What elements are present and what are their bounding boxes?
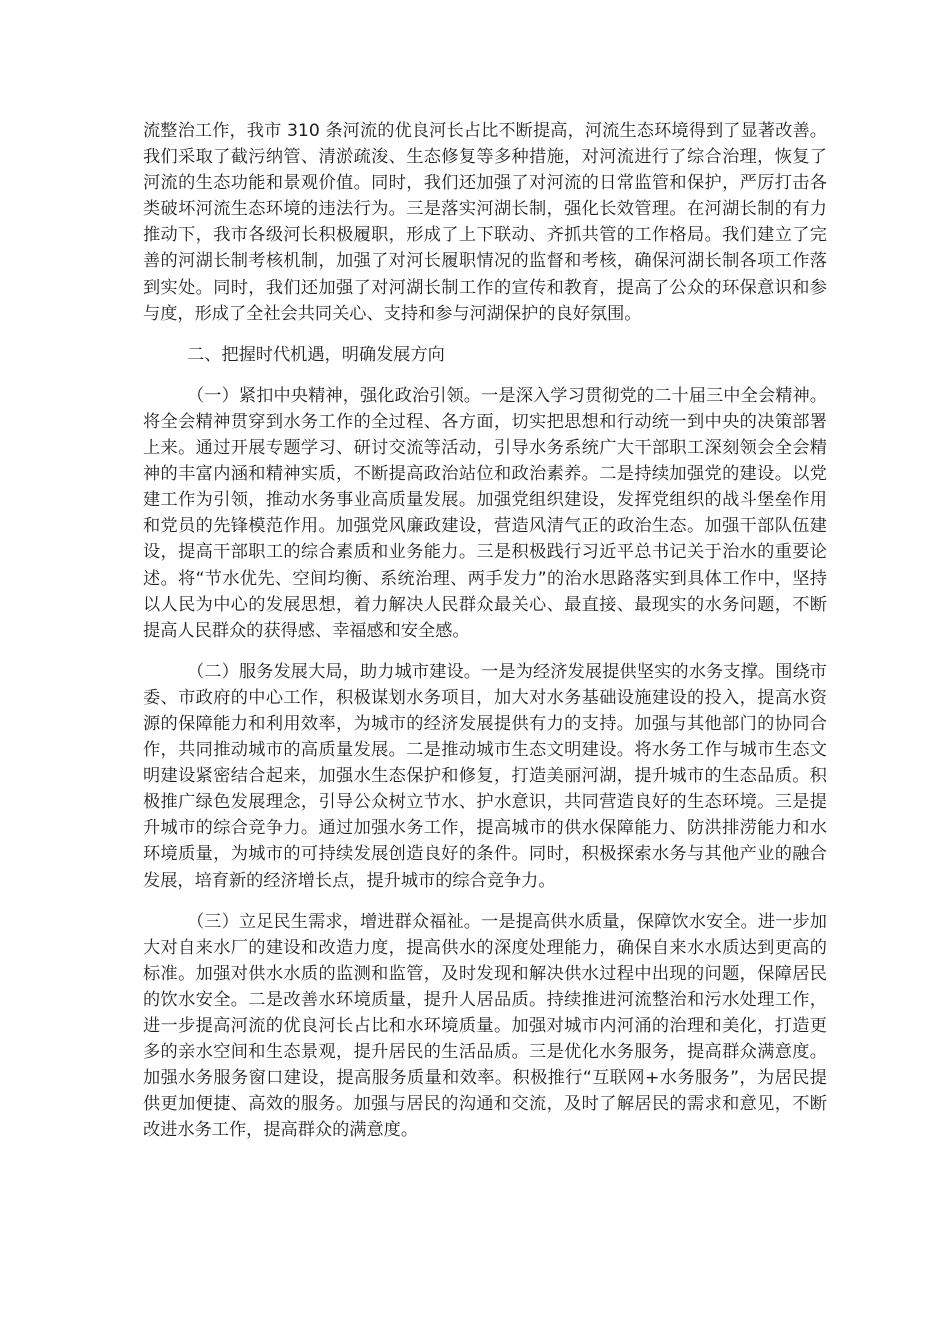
body-paragraph-4: （三）立足民生需求，增进群众福祉。一是提高供水质量，保障饮水安全。进一步加大对自来水厂的建设和改造力度，提高供水的深度处理能力，确保自来水水质达到更高的标准。加强对供水水质的监测和监管，及时发现和解决供水过程中出现的问题，保障居民的饮水安全。二是改善水环境质量，提升人居品质。持续推进河流整治和污水处理工作，进一步提高河流的优良河长占比和水环境质量。加强对城市内河涌的治理和美化，打造更多的亲水空间和生态景观，提升居民的生活品质。三是优化水务服务，提高群众满意度。加强水务服务窗口建设，提高服务质量和效率。积极推行“互联网+水务服务”，为居民提供更加便捷、高效的服务。加强与居民的沟通和交流，及时了解居民的需求和意见，不断改进水务工作，提高群众的满意度。 — [143, 911, 827, 1141]
body-paragraph-1: 流整治工作，我市 310 条河流的优良河长占比不断提高，河流生态环境得到了显著改善。我们采取了截污纳管、清淤疏浚、生态修复等多种措施，对河流进行了综合治理，恢复了河流的生态功能和景观价值。同时，我们还加强了对河流的日常监管和保护，严厉打击各类破坏河流生态环境的违法行为。三是落实河湖长制，强化长效管理。在河湖长制的有力推动下，我市各级河长积极履职，形成了上下联动、齐抓共管的工作格局。我们建立了完善的河湖长制考核机制，加强了对河长履职情况的监督和考核，确保河湖长制各项工作落到实处。同时，我们还加强了对河湖长制工作的宣传和教育，提高了公众的环保意识和参与度，形成了全社会共同关心、支持和参与河湖保护的良好氛围。 — [143, 121, 827, 324]
document-page — [143, 118, 827, 1158]
body-paragraph-3: （二）服务发展大局，助力城市建设。一是为经济发展提供坚实的水务支撑。围绕市委、市政府的中心工作，积极谋划水务项目，加大对水务基础设施建设的投入，提高水资源的保障能力和利用效率，为城市的经济发展提供有力的支持。加强与其他部门的协同合作，共同推动城市的高质量发展。二是推动城市生态文明建设。将水务工作与城市生态文明建设紧密结合起来，加强水生态保护和修复，打造美丽河湖，提升城市的生态品质。积极推广绿色发展理念，引导公众树立节水、护水意识，共同营造良好的生态环境。三是提升城市的综合竞争力。通过加强水务工作，提高城市的供水保障能力、防洪排涝能力和水环境质量，为城市的可持续发展创造良好的条件。同时，积极探索水务与其他产业的融合发展，培育新的经济增长点，提升城市的综合竞争力。 — [143, 661, 827, 891]
section-heading-2: 二、把握时代机遇，明确发展方向 — [187, 344, 445, 365]
body-paragraph-2: （一）紧扣中央精神，强化政治引领。一是深入学习贯彻党的二十届三中全会精神。将全会精神贯穿到水务工作的全过程、各方面，切实把思想和行动统一到中央的决策部署上来。通过开展专题学习、研讨交流等活动，引导水务系统广大干部职工深刻领会全会精神的丰富内涵和精神实质，不断提高政治站位和政治素养。二是持续加强党的建设。以党建工作为引领，推动水务事业高质量发展。加强党组织建设，发挥党组织的战斗堡垒作用和党员的先锋模范作用。加强党风廉政建设，营造风清气正的政治生态。加强干部队伍建设，提高干部职工的综合素质和业务能力。三是积极践行习近平总书记关于治水的重要论述。将“节水优先、空间均衡、系统治理、两手发力”的治水思路落实到具体工作中，坚持以人民为中心的发展思想，着力解决人民群众最关心、最直接、最现实的水务问题，不断提高人民群众的获得感、幸福感和安全感。 — [143, 385, 827, 641]
